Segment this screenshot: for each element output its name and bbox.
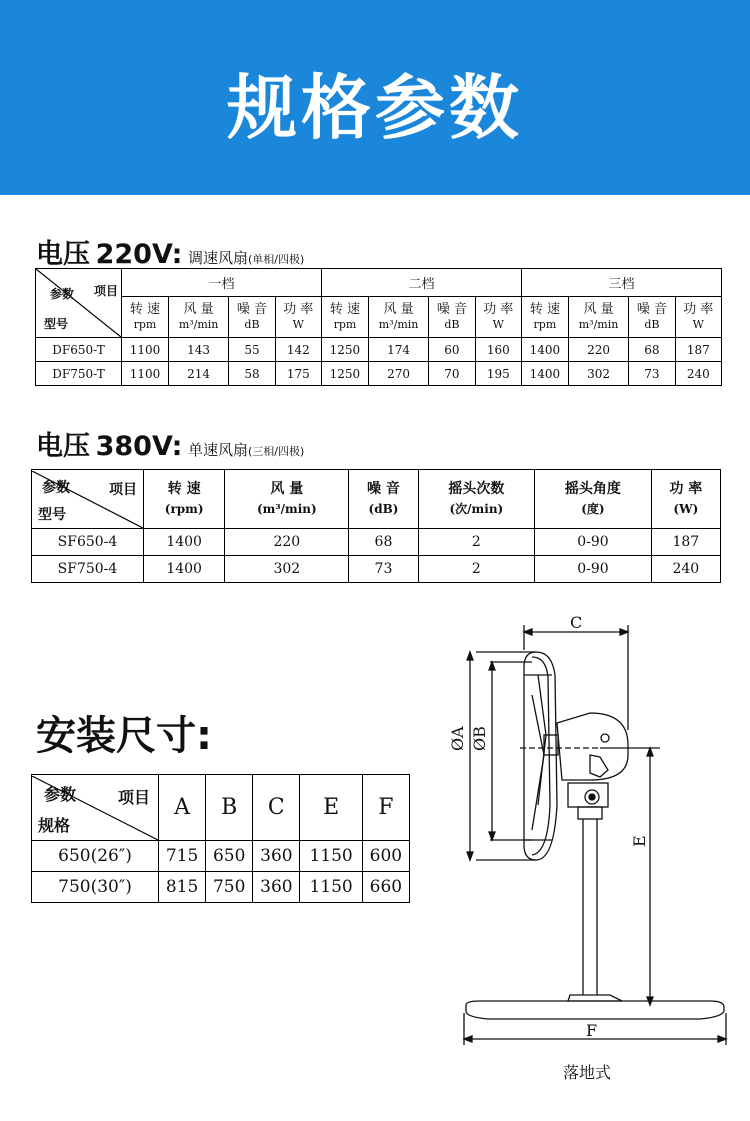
header-name: 摇头次数: [448, 481, 505, 497]
spec-cell: 750(30″): [32, 872, 159, 903]
value-cell: 302: [568, 362, 628, 386]
dimension-header: B: [206, 775, 253, 841]
header-unit: (度): [581, 502, 605, 516]
model-cell: SF650-4: [32, 529, 144, 556]
corner-param: 参数: [42, 479, 70, 496]
header-cell: [418, 470, 535, 529]
value-cell: 0-90: [535, 529, 652, 556]
subheader-cell: [629, 297, 675, 338]
header-cell: [651, 470, 720, 529]
value-cell: 214: [168, 362, 228, 386]
dimension-c-label: C: [570, 613, 583, 632]
subheader-cell: [168, 297, 228, 338]
corner-cell: [36, 269, 122, 338]
value-cell: 240: [651, 556, 720, 583]
value-cell: 55: [229, 338, 275, 362]
voltage-prefix: 电压: [36, 239, 90, 270]
subheader-unit: m³/min: [378, 318, 419, 332]
subheader-name: 功 率: [283, 302, 314, 318]
value-cell: 1150: [300, 841, 362, 872]
spec-cell: 650(26″): [32, 841, 159, 872]
gear-3-header: 三档: [521, 269, 721, 297]
value-cell: 160: [475, 338, 521, 362]
dimension-header: E: [300, 775, 362, 841]
voltage-value: 220V:: [95, 239, 183, 270]
value-cell: 1400: [144, 529, 225, 556]
value-cell: 174: [368, 338, 428, 362]
header-cell: [535, 470, 652, 529]
subheader-unit: W: [492, 318, 504, 332]
subheader-name: 风 量: [383, 302, 414, 318]
subheader-unit: m³/min: [578, 318, 619, 332]
dimension-header: A: [159, 775, 206, 841]
value-cell: 815: [159, 872, 206, 903]
header-name: 功 率: [669, 481, 703, 497]
corner-cell: [32, 470, 144, 529]
corner-spec: 规格: [38, 815, 71, 835]
corner-model: 型号: [38, 506, 66, 523]
value-cell: 1100: [122, 362, 169, 386]
subheader-unit: rpm: [533, 318, 557, 332]
value-cell: 68: [629, 338, 675, 362]
value-cell: 187: [675, 338, 721, 362]
value-cell: 1400: [144, 556, 225, 583]
value-cell: 1250: [321, 362, 368, 386]
value-cell: 60: [429, 338, 475, 362]
subheader-cell: [568, 297, 628, 338]
dimension-a-label: ØA: [448, 726, 467, 751]
subheader-name: 功 率: [683, 302, 714, 318]
value-cell: 2: [418, 556, 535, 583]
subheader-cell: [675, 297, 721, 338]
corner-item: 项目: [117, 787, 150, 807]
subheader-unit: dB: [644, 318, 660, 332]
value-cell: 195: [475, 362, 521, 386]
value-cell: 73: [629, 362, 675, 386]
value-cell: 2: [418, 529, 535, 556]
value-cell: 143: [168, 338, 228, 362]
corner-param: 参数: [44, 784, 77, 804]
title-banner: [0, 0, 750, 195]
header-cell: [349, 470, 418, 529]
subheader-unit: W: [692, 318, 704, 332]
subheader-cell: [521, 297, 568, 338]
table-row: [32, 841, 410, 872]
value-cell: 68: [349, 529, 418, 556]
value-cell: 0-90: [535, 556, 652, 583]
header-unit: (rpm): [164, 502, 204, 516]
table-row: [32, 872, 410, 903]
fan-type: 调速风扇: [188, 249, 249, 267]
fan-dimension-diagram: [440, 605, 740, 1085]
subheader-unit: rpm: [133, 318, 157, 332]
corner-cell: [32, 775, 159, 841]
page-title: 规格参数: [227, 67, 523, 149]
gear-1-header: 一档: [122, 269, 322, 297]
spec-table-380v: [31, 469, 721, 583]
value-cell: 270: [368, 362, 428, 386]
header-name: 转 速: [167, 481, 201, 497]
subheader-name: 转 速: [529, 302, 560, 318]
section-title-install: [36, 704, 212, 761]
header-unit: (dB): [368, 502, 399, 516]
value-cell: 360: [253, 872, 300, 903]
subheader-name: 风 量: [183, 302, 214, 318]
subheader-unit: dB: [244, 318, 260, 332]
dimension-e-label: E: [630, 835, 649, 847]
voltage-prefix: 电压: [36, 431, 90, 462]
fan-drawing: [440, 605, 740, 1085]
header-name: 风 量: [270, 481, 304, 497]
value-cell: 175: [275, 362, 321, 386]
subheader-cell: [475, 297, 521, 338]
value-cell: 1400: [521, 338, 568, 362]
phase-note: (单相/四极): [248, 253, 305, 266]
value-cell: 187: [651, 529, 720, 556]
value-cell: 142: [275, 338, 321, 362]
install-title: 安装尺寸:: [36, 713, 212, 759]
subheader-name: 风 量: [583, 302, 614, 318]
value-cell: 1250: [321, 338, 368, 362]
header-unit: (m³/min): [256, 502, 317, 516]
table-row: [36, 338, 722, 362]
header-name: 噪 音: [367, 481, 400, 497]
section-title-220v: [36, 232, 304, 271]
value-cell: 600: [362, 841, 409, 872]
subheader-unit: dB: [444, 318, 460, 332]
value-cell: 240: [675, 362, 721, 386]
model-cell: SF750-4: [32, 556, 144, 583]
subheader-cell: [429, 297, 475, 338]
value-cell: 1150: [300, 872, 362, 903]
subheader-name: 噪 音: [436, 302, 468, 318]
gear-2-header: 二档: [321, 269, 521, 297]
section-title-380v: [36, 424, 304, 463]
model-cell: DF750-T: [36, 362, 122, 386]
subheader-name: 噪 音: [636, 302, 667, 318]
header-unit: (次/min): [449, 502, 504, 516]
value-cell: 302: [225, 556, 349, 583]
model-cell: DF650-T: [36, 338, 122, 362]
value-cell: 220: [225, 529, 349, 556]
table-row: [36, 362, 722, 386]
subheader-unit: rpm: [333, 318, 357, 332]
corner-param: 参数: [50, 287, 75, 301]
subheader-cell: [321, 297, 368, 338]
spec-table-220v: [35, 268, 722, 386]
subheader-unit: W: [292, 318, 304, 332]
subheader-name: 转 速: [329, 302, 360, 318]
subheader-cell: [122, 297, 169, 338]
voltage-value: 380V:: [95, 431, 183, 462]
dimension-header: F: [362, 775, 409, 841]
subheader-name: 噪 音: [236, 302, 268, 318]
value-cell: 360: [253, 841, 300, 872]
value-cell: 715: [159, 841, 206, 872]
dimension-f-label: F: [586, 1021, 598, 1040]
subheader-unit: m³/min: [178, 318, 219, 332]
value-cell: 1400: [521, 362, 568, 386]
value-cell: 660: [362, 872, 409, 903]
install-dimension-table: [31, 774, 410, 903]
value-cell: 220: [568, 338, 628, 362]
value-cell: 70: [429, 362, 475, 386]
value-cell: 650: [206, 841, 253, 872]
diagram-caption: 落地式: [563, 1063, 612, 1082]
corner-item: 项目: [93, 284, 118, 298]
subheader-cell: [229, 297, 275, 338]
header-cell: [225, 470, 349, 529]
value-cell: 1100: [122, 338, 169, 362]
corner-model: 型号: [44, 317, 69, 331]
value-cell: 73: [349, 556, 418, 583]
phase-note: (三相/四极): [248, 445, 305, 458]
subheader-name: 功 率: [483, 302, 514, 318]
subheader-name: 转 速: [129, 302, 161, 318]
subheader-cell: [275, 297, 321, 338]
table-row: [32, 556, 721, 583]
corner-item: 项目: [109, 481, 137, 498]
dimension-b-label: ØB: [470, 726, 489, 751]
header-unit: (W): [673, 502, 699, 516]
value-cell: 58: [229, 362, 275, 386]
header-cell: [144, 470, 225, 529]
fan-type: 单速风扇: [188, 441, 249, 459]
header-name: 摇头角度: [564, 481, 621, 497]
dimension-header: C: [253, 775, 300, 841]
table-row: [32, 529, 721, 556]
subheader-cell: [368, 297, 428, 338]
value-cell: 750: [206, 872, 253, 903]
